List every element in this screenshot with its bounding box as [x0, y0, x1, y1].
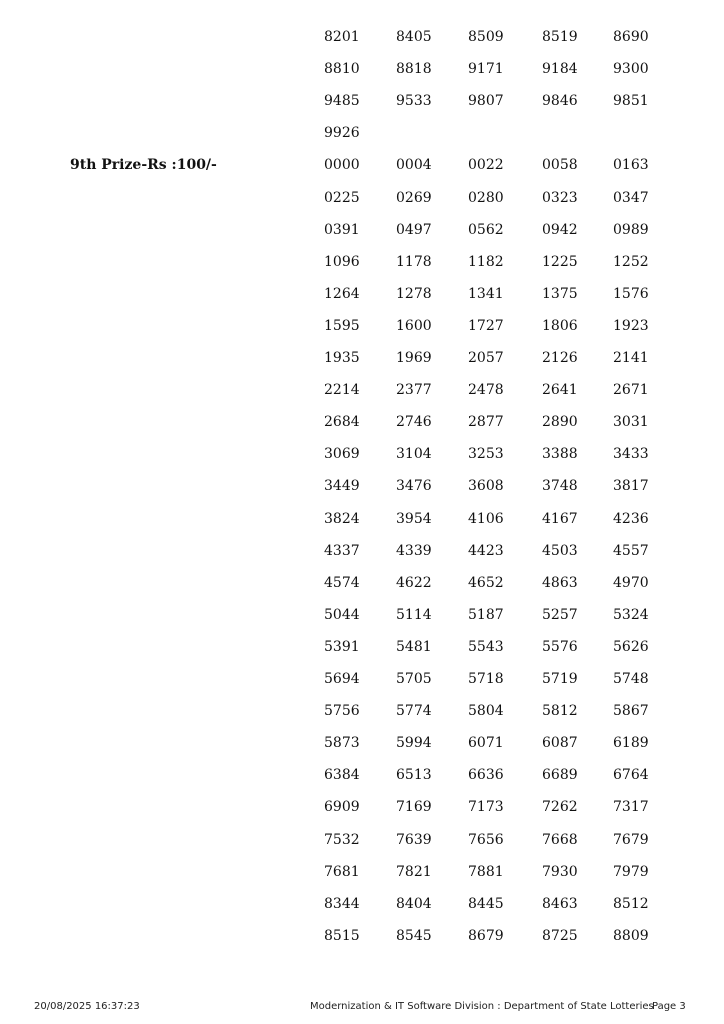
- ticket-number: 3824: [324, 511, 360, 527]
- ticket-number: 5481: [396, 639, 432, 655]
- ticket-number: 4652: [468, 575, 504, 591]
- ticket-number: 6087: [542, 735, 578, 751]
- ticket-number: 1576: [613, 286, 649, 302]
- prize-label-9th: 9th Prize-Rs :100/-: [70, 157, 217, 173]
- ticket-number: 5705: [396, 671, 432, 687]
- ticket-number: 6689: [542, 767, 578, 783]
- ticket-number: 3388: [542, 446, 578, 462]
- ticket-number: 2671: [613, 382, 649, 398]
- ticket-number: 5812: [542, 703, 578, 719]
- ticket-number: 3433: [613, 446, 649, 462]
- ticket-number: 9851: [613, 93, 649, 109]
- ticket-number: 8679: [468, 928, 504, 944]
- ticket-number: 7681: [324, 864, 360, 880]
- ticket-number: 5044: [324, 607, 360, 623]
- ticket-number: 4863: [542, 575, 578, 591]
- ticket-number: 0163: [613, 157, 649, 173]
- ticket-number: 8810: [324, 61, 360, 77]
- ticket-number: 2126: [542, 350, 578, 366]
- ticket-number: 0323: [542, 190, 578, 206]
- ticket-number: 5718: [468, 671, 504, 687]
- ticket-number: 6636: [468, 767, 504, 783]
- ticket-number: 3253: [468, 446, 504, 462]
- ticket-number: 0989: [613, 222, 649, 238]
- ticket-number: 7668: [542, 832, 578, 848]
- ticket-number: 5994: [396, 735, 432, 751]
- ticket-number: 7881: [468, 864, 504, 880]
- footer-page-number: Page 3: [652, 1001, 686, 1012]
- ticket-number: 2746: [396, 414, 432, 430]
- ticket-number: 0391: [324, 222, 360, 238]
- ticket-number: 6764: [613, 767, 649, 783]
- ticket-number: 4339: [396, 543, 432, 559]
- ticket-number: 8445: [468, 896, 504, 912]
- ticket-number: 7821: [396, 864, 432, 880]
- ticket-number: 7979: [613, 864, 649, 880]
- ticket-number: 1225: [542, 254, 578, 270]
- ticket-number: 9846: [542, 93, 578, 109]
- ticket-number: 8509: [468, 29, 504, 45]
- ticket-number: 4337: [324, 543, 360, 559]
- ticket-number: 6513: [396, 767, 432, 783]
- ticket-number: 8344: [324, 896, 360, 912]
- ticket-number: 9485: [324, 93, 360, 109]
- ticket-number: 8809: [613, 928, 649, 944]
- ticket-number: 8690: [613, 29, 649, 45]
- ticket-number: 8512: [613, 896, 649, 912]
- ticket-number: 1969: [396, 350, 432, 366]
- ticket-number: 4622: [396, 575, 432, 591]
- ticket-number: 2377: [396, 382, 432, 398]
- ticket-number: 9171: [468, 61, 504, 77]
- ticket-number: 4557: [613, 543, 649, 559]
- footer-timestamp: 20/08/2025 16:37:23: [34, 1001, 140, 1012]
- ticket-number: 7656: [468, 832, 504, 848]
- ticket-number: 5626: [613, 639, 649, 655]
- ticket-number: 1806: [542, 318, 578, 334]
- ticket-number: 7532: [324, 832, 360, 848]
- ticket-number: 7173: [468, 799, 504, 815]
- ticket-number: 2141: [613, 350, 649, 366]
- ticket-number: 4970: [613, 575, 649, 591]
- page-footer: [0, 1000, 724, 1014]
- ticket-number: 0942: [542, 222, 578, 238]
- ticket-number: 6384: [324, 767, 360, 783]
- ticket-number: 6071: [468, 735, 504, 751]
- ticket-number: 0022: [468, 157, 504, 173]
- ticket-number: 0269: [396, 190, 432, 206]
- ticket-number: 3748: [542, 478, 578, 494]
- ticket-number: 4423: [468, 543, 504, 559]
- ticket-number: 3954: [396, 511, 432, 527]
- ticket-number: 1923: [613, 318, 649, 334]
- ticket-number: 5324: [613, 607, 649, 623]
- ticket-number: 1375: [542, 286, 578, 302]
- ticket-number: 1096: [324, 254, 360, 270]
- ticket-number: 1341: [468, 286, 504, 302]
- ticket-number: 5867: [613, 703, 649, 719]
- ticket-number: 7930: [542, 864, 578, 880]
- ticket-number: 4574: [324, 575, 360, 591]
- ticket-number: 2641: [542, 382, 578, 398]
- ticket-number: 1600: [396, 318, 432, 334]
- ticket-number: 5114: [396, 607, 432, 623]
- ticket-number: 2214: [324, 382, 360, 398]
- ticket-number: 0562: [468, 222, 504, 238]
- ticket-number: 7639: [396, 832, 432, 848]
- ticket-number: 5694: [324, 671, 360, 687]
- ticket-number: 3031: [613, 414, 649, 430]
- ticket-number: 1595: [324, 318, 360, 334]
- ticket-number: 0000: [324, 157, 360, 173]
- ticket-number: 5873: [324, 735, 360, 751]
- ticket-number: 9926: [324, 125, 360, 141]
- ticket-number: 3817: [613, 478, 649, 494]
- ticket-number: 7169: [396, 799, 432, 815]
- ticket-number: 2057: [468, 350, 504, 366]
- ticket-number: 1264: [324, 286, 360, 302]
- ticket-number: 0004: [396, 157, 432, 173]
- ticket-number: 8818: [396, 61, 432, 77]
- ticket-number: 7317: [613, 799, 649, 815]
- ticket-number: 3104: [396, 446, 432, 462]
- ticket-number: 8545: [396, 928, 432, 944]
- footer-division: Modernization & IT Software Division : Department of State Lotteries: [310, 1001, 654, 1012]
- ticket-number: 9533: [396, 93, 432, 109]
- ticket-number: 5774: [396, 703, 432, 719]
- ticket-number: 5257: [542, 607, 578, 623]
- ticket-number: 2890: [542, 414, 578, 430]
- ticket-number: 9300: [613, 61, 649, 77]
- ticket-number: 8201: [324, 29, 360, 45]
- ticket-number: 2478: [468, 382, 504, 398]
- ticket-number: 5391: [324, 639, 360, 655]
- ticket-number: 7679: [613, 832, 649, 848]
- ticket-number: 7262: [542, 799, 578, 815]
- ticket-number: 8405: [396, 29, 432, 45]
- ticket-number: 5576: [542, 639, 578, 655]
- ticket-number: 8463: [542, 896, 578, 912]
- ticket-number: 5748: [613, 671, 649, 687]
- ticket-number: 8515: [324, 928, 360, 944]
- ticket-number: 5187: [468, 607, 504, 623]
- ticket-number: 1182: [468, 254, 504, 270]
- ticket-number: 1935: [324, 350, 360, 366]
- ticket-number: 5756: [324, 703, 360, 719]
- ticket-number: 0497: [396, 222, 432, 238]
- ticket-number: 5719: [542, 671, 578, 687]
- ticket-number: 0347: [613, 190, 649, 206]
- ticket-number: 0058: [542, 157, 578, 173]
- ticket-number: 9807: [468, 93, 504, 109]
- ticket-number: 3449: [324, 478, 360, 494]
- ticket-number: 3476: [396, 478, 432, 494]
- ticket-number: 8519: [542, 29, 578, 45]
- ticket-number: 4236: [613, 511, 649, 527]
- ticket-number: 4503: [542, 543, 578, 559]
- ticket-number: 5804: [468, 703, 504, 719]
- ticket-number: 1252: [613, 254, 649, 270]
- ticket-number: 3608: [468, 478, 504, 494]
- ticket-number: 1178: [396, 254, 432, 270]
- ticket-number: 6189: [613, 735, 649, 751]
- ticket-number: 0225: [324, 190, 360, 206]
- ticket-number: 1278: [396, 286, 432, 302]
- ticket-number: 8404: [396, 896, 432, 912]
- ticket-number: 0280: [468, 190, 504, 206]
- ticket-number: 2684: [324, 414, 360, 430]
- ticket-number: 1727: [468, 318, 504, 334]
- ticket-number: 8725: [542, 928, 578, 944]
- ticket-number: 2877: [468, 414, 504, 430]
- ticket-number: 5543: [468, 639, 504, 655]
- ticket-number: 3069: [324, 446, 360, 462]
- ticket-number: 9184: [542, 61, 578, 77]
- ticket-number: 4106: [468, 511, 504, 527]
- ticket-number: 4167: [542, 511, 578, 527]
- ticket-number: 6909: [324, 799, 360, 815]
